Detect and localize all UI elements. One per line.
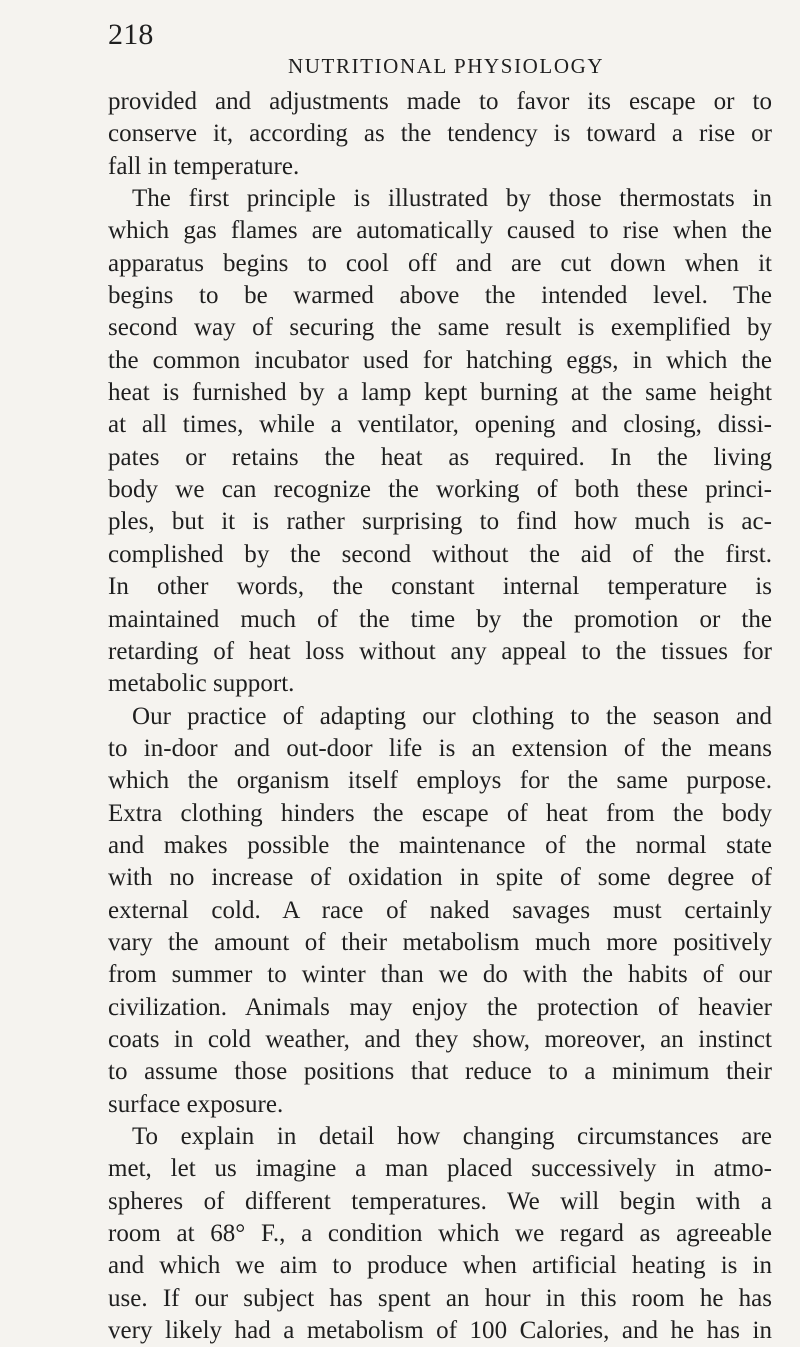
text-line: coats in cold weather, and they show, moreover, an instinct [108, 1025, 772, 1053]
text-line: the common incubator used for hatching eggs, in which the [108, 346, 772, 374]
text-line: fall in temperature. [108, 152, 300, 180]
text-line: civilization. Animals may enjoy the protection of heavier [108, 993, 772, 1021]
text-line: use. If our subject has spent an hour in this room he has [108, 1284, 772, 1312]
text-line: to in-door and out-door life is an extension of the means [108, 734, 772, 762]
text-line: Extra clothing hinders the escape of heat from the body [108, 799, 772, 827]
text-line: second way of securing the same result is exemplified by [108, 314, 772, 342]
text-line: ples, but it is rather surprising to find how much is ac- [108, 508, 772, 536]
text-line: at all times, while a ventilator, opening and closing, dissi- [108, 411, 772, 439]
text-line: pates or retains the heat as required. In the living [108, 443, 772, 471]
running-title: NUTRITIONAL PHYSIOLOGY [288, 54, 605, 78]
text-line: begins to be warmed above the intended level. The [108, 282, 772, 310]
text-line: Our practice of adapting our clothing to the season and [132, 702, 772, 730]
text-line: heat is furnished by a lamp kept burning at the same height [108, 379, 772, 407]
text-line: from summer to winter than we do with the habits of our [108, 961, 772, 989]
text-line: vary the amount of their metabolism much more positively [108, 928, 772, 956]
text-line: and makes possible the maintenance of the normal state [108, 831, 772, 859]
text-line: The first principle is illustrated by those thermostats in [132, 185, 772, 213]
text-line: which gas flames are automatically caused to rise when the [108, 217, 772, 245]
page-number: 218 [108, 18, 154, 51]
text-line: retarding of heat loss without any appeal to the tissues for [108, 637, 772, 665]
text-line: and which we aim to produce when artificial heating is in [108, 1252, 772, 1280]
text-line: to assume those positions that reduce to a minimum their [108, 1058, 772, 1086]
text-line: external cold. A race of naked savages must certainly [108, 896, 772, 924]
text-line: body we can recognize the working of both these princi- [108, 476, 772, 504]
text-line: To explain in detail how changing circumstances are [132, 1123, 772, 1150]
text-line: complished by the second without the aid of the first. [108, 540, 772, 568]
text-line: very likely had a metabolism of 100 Calories, and he has in [108, 1317, 772, 1345]
text-line: surface exposure. [108, 1090, 284, 1118]
text-line: met, let us imagine a man placed successively in atmo- [108, 1155, 772, 1183]
text-line: room at 68° F., a condition which we regard as agreeable [108, 1220, 772, 1248]
body-text [108, 86, 772, 1347]
text-line: apparatus begins to cool off and are cut down when it [108, 249, 772, 277]
text-line: In other words, the constant internal temperature is [108, 573, 772, 601]
text-line: spheres of different temperatures. We will begin with a [108, 1187, 772, 1215]
text-line: maintained much of the time by the promotion or the [108, 605, 772, 633]
text-line: with no increase of oxidation in spite of some degree of [108, 864, 772, 892]
running-head [108, 19, 772, 81]
text-line: metabolic support. [108, 670, 295, 698]
text-line: conserve it, according as the tendency is toward a rise or [108, 120, 772, 148]
text-line: which the organism itself employs for the same purpose. [108, 767, 772, 795]
text-line: provided and adjustments made to favor its escape or to [108, 88, 772, 115]
